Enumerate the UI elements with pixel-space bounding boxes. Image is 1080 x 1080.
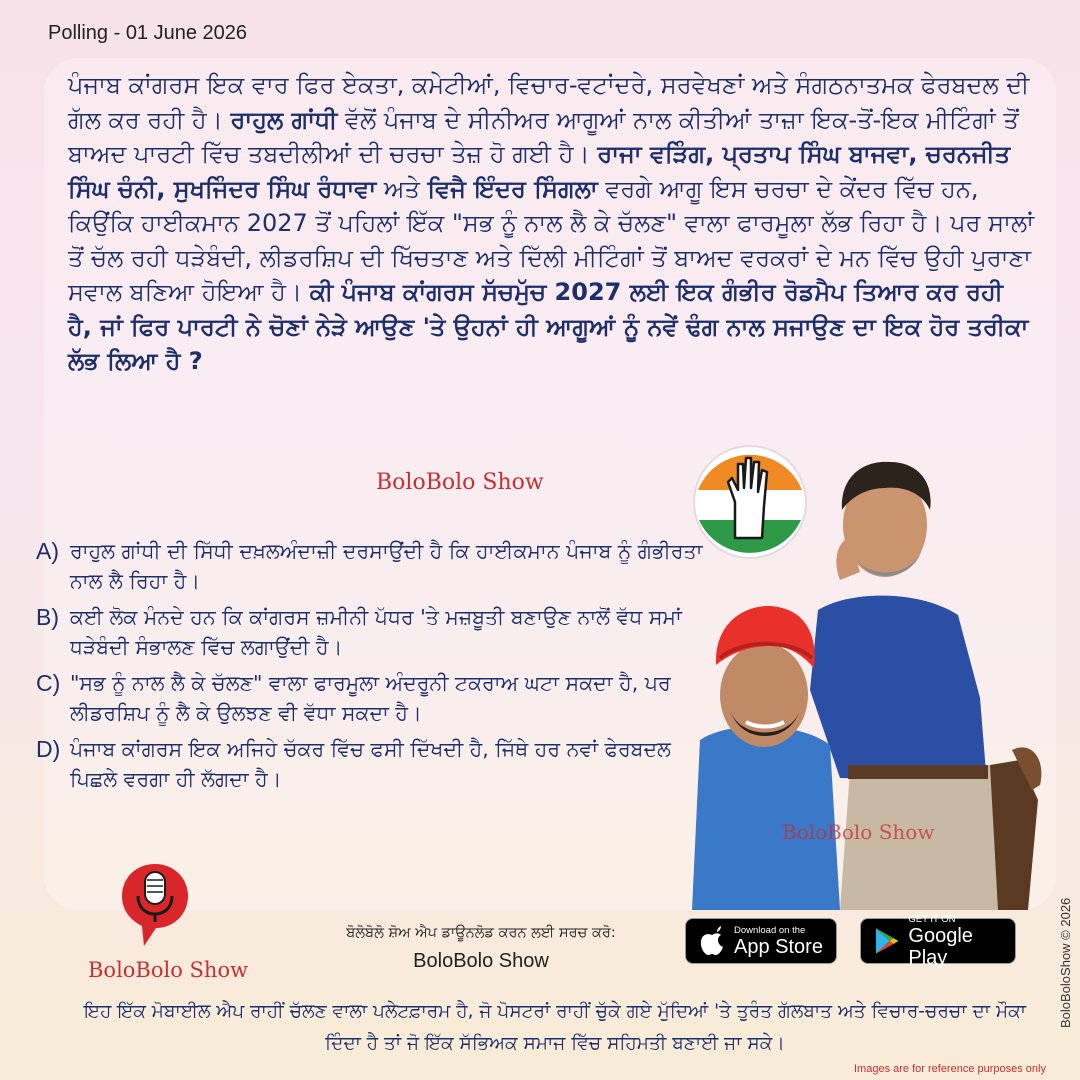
congress-hand-icon (694, 446, 806, 558)
poll-option-a[interactable] (36, 536, 716, 596)
app-store-big: App Store (734, 935, 823, 958)
copyright-text: BoloBoloShow © 2026 (1058, 897, 1073, 1028)
option-text: "ਸਭ ਨੂੰ ਨਾਲ ਲੈ ਕੇ ਚੱਲਣ" ਵਾਲਾ ਫਾਰਮੂਲਾ ਅੰਦਰੂਨੀ ਟਕਰਾਅ ਘਟਾ ਸਕਦਾ ਹੈ, ਪਰ ਲੀਡਰਸ਼ਿਪ ਨੂੰ ਲੈ ਕੇ ਉਲਝਣ ਵੀ ਵੱਧਾ ਸਕਦਾ ਹੈ। (70, 671, 671, 725)
footer-description: ਇਹ ਇੱਕ ਮੋਬਾਈਲ ਐਪ ਰਾਹੀਂ ਚੱਲਣ ਵਾਲਾ ਪਲੇਟਫ਼ਾਰਮ ਹੈ, ਜੋ ਪੋਸਟਰਾਂ ਰਾਹੀਂ ਚੁੱਕੇ ਗਏ ਮੁੱਦਿਆਂ 'ਤੇ ਤੁਰੰਤ ਗੱਲਬਾਤ ਅਤੇ ਵਿਚਾਰ-ਚਰਚਾ ਦਾ ਮੌਕਾ ਦਿੰਦਾ ਹੈ ਤਾਂ ਜੋ ਇੱਕ ਸੱਭਿਅਕ ਸਮਾਜ ਵਿੱਚ ਸਹਿਮਤੀ ਬਣਾਈ ਜਾ ਸਕੇ। (83, 1001, 1027, 1054)
option-text: ਰਾਹੁਲ ਗਾਂਧੀ ਦੀ ਸਿੱਧੀ ਦਖ਼ਲਅੰਦਾਜ਼ੀ ਦਰਸਾਉਂਦੀ ਹੈ ਕਿ ਹਾਈਕਮਾਨ ਪੰਜਾਬ ਨੂੰ ਗੰਭੀਰਤਾ ਨਾਲ ਲੈ ਰਿਹਾ ਹੈ। (70, 539, 703, 593)
google-play-button[interactable] (860, 913, 1016, 969)
poll-options (36, 536, 716, 800)
app-store-small: Download on the (734, 924, 806, 936)
poll-option-d[interactable] (36, 734, 716, 794)
option-text: ਪੰਜਾਬ ਕਾਂਗਰਸ ਇਕ ਅਜਿਹੇ ਚੱਕਰ ਵਿੱਚ ਫਸੀ ਦਿੱਖਦੀ ਹੈ, ਜਿੱਥੇ ਹਰ ਨਵਾਂ ਫੇਰਬਦਲ ਪਿਛਲੇ ਵਰਗਾ ਹੀ ਲੱਗਦਾ ਹੈ। (70, 737, 671, 791)
download-prompt (296, 922, 666, 973)
option-letter: C) (36, 670, 61, 696)
intro-rahul: ਰਾਹੁਲ ਗਾਂਧੀ (230, 105, 338, 134)
reference-note: Images are for reference purposes only (854, 1063, 1046, 1075)
brand-watermark-art: BoloBolo Show (782, 820, 935, 844)
poll-date: Polling - 01 June 2026 (48, 22, 248, 44)
poll-question: ਕੀ ਪੰਜਾਬ ਕਾਂਗਰਸ ਸੱਚਮੁੱਚ 2027 ਲਈ ਇਕ ਗੰਭੀਰ ਰੋਡਮੈਪ ਤਿਆਰ ਕਰ ਰਹੀ ਹੈ, ਜਾਂ ਫਿਰ ਪਾਰਟੀ ਨੇ ਚੋਣਾਂ ਨੇੜੇ ਆਉਣ 'ਤੇ ਉਹਨਾਂ ਹੀ ਆਗੂਆਂ ਨੂੰ ਨਵੇਂ ਢੰਗ ਨਾਲ ਸਜਾਉਣ ਦਾ ਇਕ ਹੋਰ ਤਰੀਕਾ ਲੱਭ ਲਿਆ ਹੈ ? (68, 278, 1029, 375)
option-letter: B) (36, 604, 59, 630)
intro-text-3: ਵਰਗੇ ਆਗੂ ਇਸ ਚਰਚਾ ਦੇ ਕੇਂਦਰ ਵਿੱਚ ਹਨ, ਕਿਉਂਕਿ ਹਾਈਕਮਾਨ 2027 ਤੋਂ ਪਹਿਲਾਂ ਇੱਕ "ਸਭ ਨੂੰ ਨਾਲ ਲੈ ਕੇ ਚੱਲਣ" ਵਾਲਾ ਫਾਰਮੂਲਾ ਲੱਭ ਰਿਹਾ ਹੈ। ਪਰ ਸਾਲਾਂ ਤੋਂ ਚੱਲ ਰਹੀ ਧੜੇਬੰਦੀ, ਲੀਡਰਸ਼ਿਪ ਦੀ ਖਿੱਚਤਾਣ ਅਤੇ ਦਿੱਲੀ ਮੀਟਿੰਗਾਂ ਤੋਂ ਬਾਅਦ ਵਰਕਰਾਂ ਦੇ ਮਨ ਵਿੱਚ ਉਹੀ ਪੁਰਾਣਾ ਸਵਾਲ ਬਣਿਆ ਹੋਇਆ ਹੈ। (68, 174, 1035, 306)
google-play-big: Google Play (908, 924, 973, 969)
intro-text-1: ਪੰਜਾਬ ਕਾਂਗਰਸ ਇਕ ਵਾਰ ਫਿਰ ਏਕਤਾ, ਕਮੇਟੀਆਂ, ਵਿਚਾਰ-ਵਟਾਂਦਰੇ, ਸਰਵੇਖਣਾਂ ਅਤੇ ਸੰਗਠਨਾਤਮਕ ਫੇਰਬਦਲ ਦੀ ਗੱਲ ਕਰ ਰਹੀ ਹੈ। (68, 71, 1030, 134)
poll-option-b[interactable] (36, 602, 716, 662)
intro-paragraph (68, 68, 1034, 379)
microphone-icon (118, 860, 192, 950)
intro-and: ਅਤੇ (383, 174, 420, 203)
google-play-icon (873, 926, 900, 956)
intro-text-2: ਵੱਲੋਂ ਪੰਜਾਬ ਦੇ ਸੀਨੀਅਰ ਆਗੂਆਂ ਨਾਲ ਕੀਤੀਆਂ ਤਾਜ਼ਾ ਇਕ-ਤੋਂ-ਇਕ ਮੀਟਿੰਗਾਂ ਤੋਂ ਬਾਅਦ ਪਾਰਟੀ ਵਿੱਚ ਤਬਦੀਲੀਆਂ ਦੀ ਚਰਚਾ ਤੇਜ਼ ਹੋ ਗਈ ਹੈ। (68, 105, 1019, 168)
download-text: ਬੋਲੋਬੋਲੋ ਸ਼ੋਅ ਐਪ ਡਾਊਨਲੋਡ ਕਰਨ ਲਈ ਸਰਚ ਕਰੋ: (346, 925, 616, 941)
brand-watermark: BoloBolo Show (376, 470, 544, 495)
app-store-button[interactable] (685, 918, 837, 964)
option-text: ਕਈ ਲੋਕ ਮੰਨਦੇ ਹਨ ਕਿ ਕਾਂਗਰਸ ਜ਼ਮੀਨੀ ਪੱਧਰ 'ਤੇ ਮਜ਼ਬੂਤੀ ਬਣਾਉਣ ਨਾਲੋਂ ਵੱਧ ਸਮਾਂ ਧੜੇਬੰਦੀ ਸੰਭਾਲਣ ਵਿੱਚ ਲਗਾਉਂਦੀ ਹੈ। (70, 605, 682, 659)
option-letter: A) (36, 538, 59, 564)
poll-option-c[interactable] (36, 668, 716, 728)
intro-leaders-a: ਰਾਜਾ ਵੜਿੰਗ, ਪ੍ਰਤਾਪ ਸਿੰਘ ਬਾਜਵਾ, ਚਰਨਜੀਤ ਸਿੰਘ ਚੰਨੀ, ਸੁਖਜਿੰਦਰ ਸਿੰਘ ਰੰਧਾਵਾ (68, 140, 1011, 203)
option-letter: D) (36, 736, 61, 762)
apple-icon (698, 926, 726, 956)
download-app-name: BoloBolo Show (413, 950, 549, 972)
google-play-small: GET IT ON (908, 913, 956, 925)
brand-logo-text: BoloBolo Show (88, 958, 249, 982)
intro-leaders-b: ਵਿਜੈ ਇੰਦਰ ਸਿੰਗਲਾ (427, 174, 598, 203)
